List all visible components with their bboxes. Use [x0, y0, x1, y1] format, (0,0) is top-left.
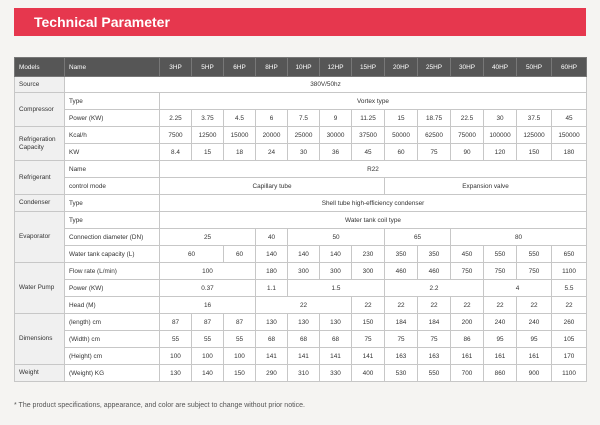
row-name: Water tank capacity (L) [65, 246, 160, 263]
cell: 62500 [418, 127, 451, 144]
row-name: Flow rate (L/min) [65, 263, 160, 280]
cell: 161 [484, 348, 517, 365]
cell: 22 [418, 297, 451, 314]
cell: 22 [517, 297, 552, 314]
condenser-type-value: Shell tube high-efficiency condenser [160, 195, 587, 212]
category-dimensions: Dimensions [15, 314, 65, 365]
cell: 100 [192, 348, 224, 365]
category-refrigeration-capacity: Refrigeration Capacity [15, 127, 65, 161]
cell: 45 [352, 144, 385, 161]
category-water-pump: Water Pump [15, 263, 65, 314]
cell: 5.5 [552, 280, 587, 297]
technical-parameter-table [14, 57, 587, 382]
header-col: 25HP [418, 58, 451, 77]
cell: 100000 [484, 127, 517, 144]
table-row [15, 246, 587, 263]
cell: 75 [418, 144, 451, 161]
cell: 75 [352, 331, 385, 348]
cell: 300 [320, 263, 352, 280]
table-row [15, 212, 587, 229]
header-col: 40HP [484, 58, 517, 77]
cell: 330 [320, 365, 352, 382]
table-row [15, 195, 587, 212]
cell: 25 [160, 229, 256, 246]
cell: 40 [256, 229, 288, 246]
cell: 8.4 [160, 144, 192, 161]
refrigerant-name-value: R22 [160, 161, 587, 178]
cell: 9 [320, 110, 352, 127]
cell: 15000 [224, 127, 256, 144]
cell: 50 [288, 229, 385, 246]
row-name: Type [65, 212, 160, 229]
cell: 55 [192, 331, 224, 348]
cell: 22 [484, 297, 517, 314]
cell: 80 [451, 229, 587, 246]
cell: 700 [451, 365, 484, 382]
cell: 2.2 [385, 280, 484, 297]
table-row [15, 178, 587, 195]
cell: 0.37 [160, 280, 256, 297]
cell: 750 [517, 263, 552, 280]
row-name: (length) cm [65, 314, 160, 331]
cell: 150 [224, 365, 256, 382]
header-name: Name [65, 58, 160, 77]
cell: 30 [288, 144, 320, 161]
cell: 75000 [451, 127, 484, 144]
cell: 1.5 [288, 280, 385, 297]
cell: 163 [385, 348, 418, 365]
header-col: 50HP [517, 58, 552, 77]
row-name: (Height) cm [65, 348, 160, 365]
cell: 180 [256, 263, 288, 280]
table-row [15, 314, 587, 331]
table-row [15, 93, 587, 110]
cell: 860 [484, 365, 517, 382]
cell: 1100 [552, 365, 587, 382]
header-col: 5HP [192, 58, 224, 77]
cell: 4 [484, 280, 552, 297]
cell: 260 [552, 314, 587, 331]
cell: 750 [484, 263, 517, 280]
header-col: 3HP [160, 58, 192, 77]
header-row [15, 58, 587, 77]
cell: 140 [256, 246, 288, 263]
cell: 87 [192, 314, 224, 331]
row-name: (Width) cm [65, 331, 160, 348]
cell: 30000 [320, 127, 352, 144]
cell: 161 [517, 348, 552, 365]
source-value: 380V/50hz [65, 77, 587, 93]
evaporator-type-value: Water tank coil type [160, 212, 587, 229]
cell: 140 [288, 246, 320, 263]
cell: 87 [224, 314, 256, 331]
cell: 240 [517, 314, 552, 331]
category-source: Source [15, 77, 65, 93]
cell: 550 [418, 365, 451, 382]
row-name: KW [65, 144, 160, 161]
cell: 95 [484, 331, 517, 348]
cell: 22 [451, 297, 484, 314]
cell: 350 [385, 246, 418, 263]
row-name: Head (M) [65, 297, 160, 314]
table-row [15, 263, 587, 280]
category-refrigerant: Refrigerant [15, 161, 65, 195]
cell: 22 [256, 297, 352, 314]
header-col: 12HP [320, 58, 352, 77]
cell: 150 [517, 144, 552, 161]
cell: 163 [418, 348, 451, 365]
row-name: Name [65, 161, 160, 178]
table-row [15, 280, 587, 297]
cell: 18.75 [418, 110, 451, 127]
cell: 450 [451, 246, 484, 263]
cell: 300 [288, 263, 320, 280]
cell: 161 [451, 348, 484, 365]
cell: 36 [320, 144, 352, 161]
cell: 170 [552, 348, 587, 365]
table-row [15, 229, 587, 246]
cell: 68 [288, 331, 320, 348]
cell: 22 [352, 297, 385, 314]
cell: 6 [256, 110, 288, 127]
cell: 100 [224, 348, 256, 365]
cell: 22.5 [451, 110, 484, 127]
cell: 1100 [552, 263, 587, 280]
cell: 200 [451, 314, 484, 331]
category-condenser: Condenser [15, 195, 65, 212]
cell: 22 [552, 297, 587, 314]
cell: 86 [451, 331, 484, 348]
header-col: 20HP [385, 58, 418, 77]
cell: 140 [192, 365, 224, 382]
cell: 7500 [160, 127, 192, 144]
cell: 68 [320, 331, 352, 348]
cell: 7.5 [288, 110, 320, 127]
control-expansion: Expansion valve [385, 178, 587, 195]
cell: 400 [352, 365, 385, 382]
cell: 140 [320, 246, 352, 263]
cell: 550 [484, 246, 517, 263]
row-name: Power (KW) [65, 110, 160, 127]
cell: 11.25 [352, 110, 385, 127]
cell: 4.5 [224, 110, 256, 127]
table-row [15, 348, 587, 365]
cell: 18 [224, 144, 256, 161]
cell: 95 [517, 331, 552, 348]
cell: 60 [160, 246, 224, 263]
cell: 22 [385, 297, 418, 314]
table-row [15, 297, 587, 314]
cell: 25000 [288, 127, 320, 144]
row-name: (Weight) KG [65, 365, 160, 382]
cell: 68 [256, 331, 288, 348]
cell: 60 [385, 144, 418, 161]
table-row [15, 144, 587, 161]
cell: 100 [160, 263, 256, 280]
cell: 125000 [517, 127, 552, 144]
cell: 87 [160, 314, 192, 331]
cell: 750 [451, 263, 484, 280]
row-name: Connection diameter (DN) [65, 229, 160, 246]
cell: 900 [517, 365, 552, 382]
cell: 37500 [352, 127, 385, 144]
header-col: 8HP [256, 58, 288, 77]
cell: 141 [352, 348, 385, 365]
cell: 130 [320, 314, 352, 331]
row-name: control mode [65, 178, 160, 195]
cell: 460 [385, 263, 418, 280]
cell: 2.25 [160, 110, 192, 127]
cell: 65 [385, 229, 451, 246]
table-row [15, 331, 587, 348]
cell: 240 [484, 314, 517, 331]
table-row [15, 365, 587, 382]
cell: 310 [288, 365, 320, 382]
cell: 3.75 [192, 110, 224, 127]
cell: 290 [256, 365, 288, 382]
cell: 350 [418, 246, 451, 263]
cell: 15 [385, 110, 418, 127]
cell: 230 [352, 246, 385, 263]
cell: 184 [385, 314, 418, 331]
cell: 90 [451, 144, 484, 161]
cell: 130 [160, 365, 192, 382]
cell: 300 [352, 263, 385, 280]
cell: 30 [484, 110, 517, 127]
control-capillary: Capillary tube [160, 178, 385, 195]
table-row [15, 110, 587, 127]
cell: 100 [160, 348, 192, 365]
cell: 45 [552, 110, 587, 127]
row-name: Kcal/h [65, 127, 160, 144]
cell: 12500 [192, 127, 224, 144]
table-row [15, 77, 587, 93]
cell: 141 [320, 348, 352, 365]
cell: 24 [256, 144, 288, 161]
cell: 150 [352, 314, 385, 331]
header-col: 6HP [224, 58, 256, 77]
cell: 75 [418, 331, 451, 348]
table-row [15, 127, 587, 144]
cell: 460 [418, 263, 451, 280]
cell: 550 [517, 246, 552, 263]
cell: 37.5 [517, 110, 552, 127]
cell: 75 [385, 331, 418, 348]
cell: 50000 [385, 127, 418, 144]
cell: 15 [192, 144, 224, 161]
row-name: Type [65, 195, 160, 212]
row-name: Power (KW) [65, 280, 160, 297]
category-weight: Weight [15, 365, 65, 382]
cell: 180 [552, 144, 587, 161]
cell: 105 [552, 331, 587, 348]
cell: 20000 [256, 127, 288, 144]
footnote: * The product specifications, appearance, and color are subject to change without prior notice. [14, 402, 305, 409]
cell: 120 [484, 144, 517, 161]
compressor-type-value: Vortex type [160, 93, 587, 110]
cell: 150000 [552, 127, 587, 144]
category-compressor: Compressor [15, 93, 65, 127]
cell: 16 [160, 297, 256, 314]
cell: 55 [224, 331, 256, 348]
cell: 650 [552, 246, 587, 263]
cell: 130 [256, 314, 288, 331]
header-col: 30HP [451, 58, 484, 77]
cell: 130 [288, 314, 320, 331]
row-name: Type [65, 93, 160, 110]
header-models: Models [15, 58, 65, 77]
cell: 55 [160, 331, 192, 348]
title-banner [14, 8, 586, 36]
cell: 141 [256, 348, 288, 365]
cell: 530 [385, 365, 418, 382]
cell: 60 [224, 246, 256, 263]
page-title: Technical Parameter [34, 14, 170, 30]
cell: 184 [418, 314, 451, 331]
header-col: 60HP [552, 58, 587, 77]
table-row [15, 161, 587, 178]
cell: 1.1 [256, 280, 288, 297]
cell: 141 [288, 348, 320, 365]
header-col: 15HP [352, 58, 385, 77]
header-col: 10HP [288, 58, 320, 77]
category-evaporator: Evaporator [15, 212, 65, 263]
